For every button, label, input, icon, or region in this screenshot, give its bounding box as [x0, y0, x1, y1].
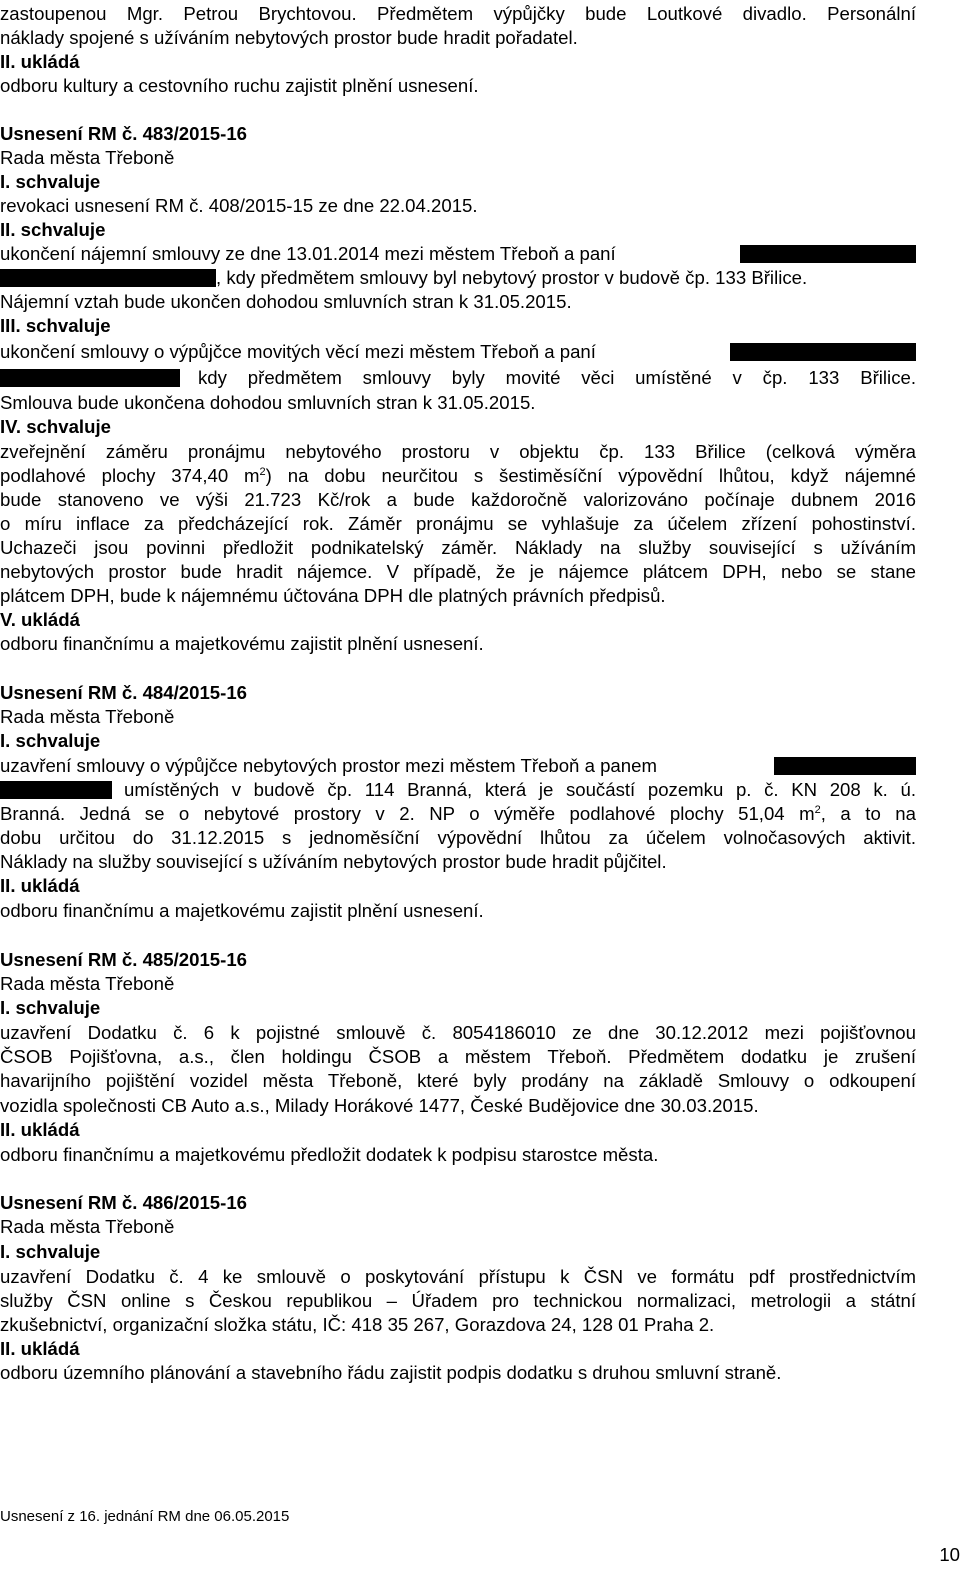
text-line	[0, 366, 916, 390]
text-line	[0, 340, 916, 364]
text-line: nebytových prostor bude hradit nájemce. V případě, že je nájemce plátcem DPH, nebo se stane	[0, 561, 916, 582]
section-heading: I. schvaluje	[0, 997, 101, 1018]
text-span: kdy předmětem smlouvy byly movité věci umístěné v čp. 133 Břilice.	[198, 367, 916, 388]
text-line	[0, 242, 916, 266]
text-span: uzavření smlouvy o výpůjčce nebytových prostor mezi městem Třeboň a panem	[0, 755, 657, 776]
text-span: umístěných v budově čp. 114 Branná, která je součástí pozemku p. č. KN 208 k. ú.	[124, 779, 916, 800]
text-line	[0, 754, 916, 778]
redaction-box	[0, 269, 216, 287]
text-line: Nájemní vztah bude ukončen dohodou smluvních stran k 31.05.2015.	[0, 291, 572, 312]
text-line: havarijního pojištění vozidel města Třeboně, které byly prodány na základě Smlouvy o odkoupení	[0, 1070, 916, 1091]
council-name: Rada města Třeboně	[0, 973, 175, 994]
text-line: ČSOB Pojišťovna, a.s., člen holdingu ČSOB a městem Třeboň. Předmětem dodatku je zrušení	[0, 1046, 916, 1067]
redaction-box	[730, 343, 916, 361]
superscript: 2	[259, 466, 266, 478]
section-heading: II. ukládá	[0, 1119, 80, 1140]
section-heading: II. ukládá	[0, 1338, 80, 1359]
text-line: odboru finančnímu a majetkovému zajistit plnění usnesení.	[0, 633, 484, 654]
superscript: 2	[814, 804, 821, 816]
council-name: Rada města Třeboně	[0, 706, 175, 727]
council-name: Rada města Třeboně	[0, 147, 175, 168]
text-line	[0, 266, 916, 290]
text-span: podlahové plochy 374,40 m	[0, 465, 260, 486]
text-line	[0, 778, 916, 802]
resolution-title: Usnesení RM č. 485/2015-16	[0, 949, 248, 970]
text-line: odboru finančnímu a majetkovému předložit dodatek k podpisu starostce města.	[0, 1144, 659, 1165]
text-line: Náklady na služby související s užíváním nebytových prostor bude hradit půjčitel.	[0, 851, 667, 872]
resolution-title: Usnesení RM č. 484/2015-16	[0, 682, 248, 703]
section-heading: II. ukládá	[0, 875, 80, 896]
section-heading: I. schvaluje	[0, 171, 101, 192]
text-span: ) na dobu neurčitou s šestiměsíční výpovědní lhůtou, když nájemné	[265, 465, 917, 486]
text-span: , kdy předmětem smlouvy byl nebytový prostor v budově čp. 133 Břilice.	[216, 267, 808, 288]
resolution-title: Usnesení RM č. 483/2015-16	[0, 123, 248, 144]
section-heading: II. ukládá	[0, 51, 80, 72]
page-number: 10	[939, 1544, 960, 1565]
text-line: odboru finančnímu a majetkovému zajistit plnění usnesení.	[0, 900, 484, 921]
text-line: odboru kultury a cestovního ruchu zajistit plnění usnesení.	[0, 75, 479, 96]
text-line: plátcem DPH, bude k nájemnému účtována DPH dle platných právních předpisů.	[0, 585, 666, 606]
resolution-title: Usnesení RM č. 486/2015-16	[0, 1192, 248, 1213]
text-line: náklady spojené s užíváním nebytových prostor bude hradit pořadatel.	[0, 27, 578, 48]
text-line: bude stanoveno ve výši 21.723 Kč/rok a bude každoročně valorizováno počínaje dubnem 2016	[0, 489, 916, 510]
page-footer: Usnesení z 16. jednání RM dne 06.05.2015	[0, 1508, 290, 1525]
text-span: ukončení nájemní smlouvy ze dne 13.01.2014 mezi městem Třeboň a paní	[0, 243, 616, 264]
text-line: zveřejnění záměru pronájmu nebytového prostoru v objektu čp. 133 Břilice (celková výměra	[0, 441, 916, 462]
text-line: vozidla společnosti CB Auto a.s., Milady Horákové 1477, České Budějovice dne 30.03.2015.	[0, 1095, 759, 1116]
text-line: o míru inflace za předcházející rok. Záměr pronájmu se vyhlašuje za účelem zřízení pohostinství.	[0, 513, 916, 534]
council-name: Rada města Třeboně	[0, 1216, 175, 1237]
text-line: služby ČSN online s Českou republikou – Úřadem pro technickou normalizaci, metrologii a státní	[0, 1290, 916, 1311]
text-line: dobu určitou do 31.12.2015 s jednoměsíční výpovědní lhůtou za účelem volnočasových aktivit.	[0, 827, 916, 848]
redaction-box	[774, 757, 916, 775]
section-heading: I. schvaluje	[0, 730, 101, 751]
text-line: Uchazeči jsou povinni předložit podnikatelský záměr. Náklady na služby související s užíváním	[0, 537, 916, 558]
section-heading: II. schvaluje	[0, 219, 106, 240]
text-span: Branná. Jedná se o nebytové prostory v 2. NP o výměře podlahové plochy 51,04 m	[0, 803, 815, 824]
section-heading: IV. schvaluje	[0, 416, 111, 437]
text-line	[0, 464, 916, 488]
text-line: zastoupenou Mgr. Petrou Brychtovou. Předmětem výpůjčky bude Loutkové divadlo. Personální	[0, 3, 916, 24]
text-line: zkušebnictví, organizační složka státu, IČ: 418 35 267, Gorazdova 24, 128 01 Praha 2.	[0, 1314, 715, 1335]
text-line: uzavření Dodatku č. 4 ke smlouvě o poskytování přístupu k ČSN ve formátu pdf prostřednictvím	[0, 1266, 916, 1287]
section-heading: III. schvaluje	[0, 315, 111, 336]
section-heading: V. ukládá	[0, 609, 80, 630]
text-line: uzavření Dodatku č. 6 k pojistné smlouvě č. 8054186010 ze dne 30.12.2012 mezi pojišťovnou	[0, 1022, 916, 1043]
text-span: ukončení smlouvy o výpůjčce movitých věcí mezi městem Třeboň a paní	[0, 341, 596, 362]
text-line: odboru územního plánování a stavebního řádu zajistit podpis dodatku s druhou smluvní straně.	[0, 1362, 782, 1383]
text-line: Smlouva bude ukončena dohodou smluvních stran k 31.05.2015.	[0, 392, 536, 413]
redaction-box	[0, 369, 180, 387]
redaction-box	[740, 245, 916, 263]
text-line	[0, 802, 916, 826]
redaction-box	[0, 781, 112, 799]
section-heading: I. schvaluje	[0, 1241, 101, 1262]
text-line: revokaci usnesení RM č. 408/2015-15 ze dne 22.04.2015.	[0, 195, 478, 216]
text-span: , a to na	[820, 803, 916, 824]
